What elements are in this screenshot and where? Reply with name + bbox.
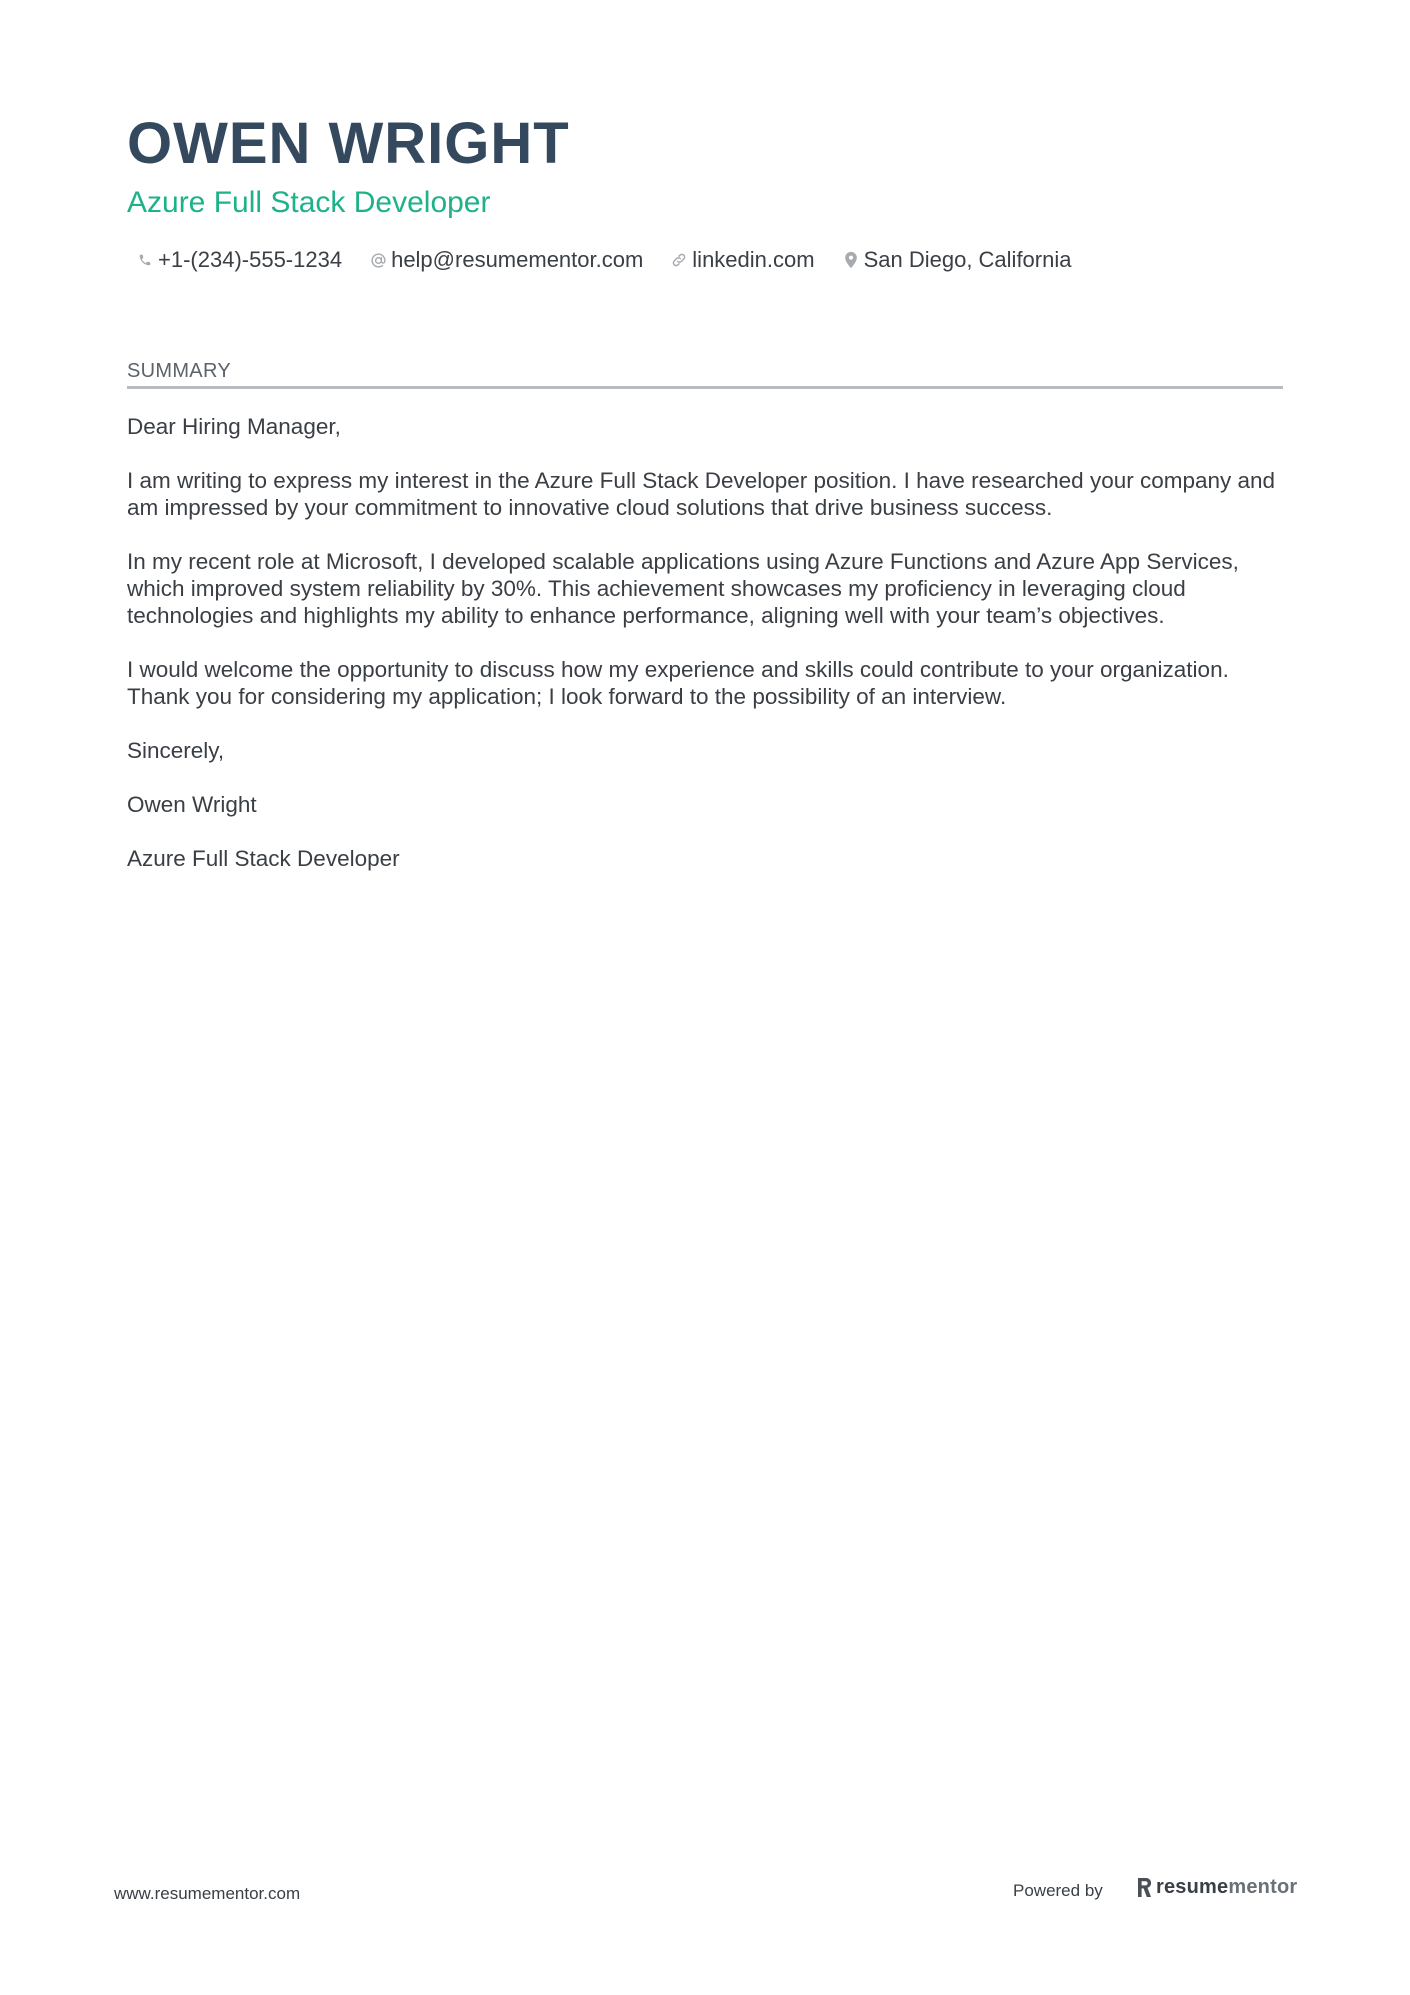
phone-icon — [136, 251, 154, 269]
resumementor-logo[interactable] — [1136, 1876, 1297, 1899]
letter-signature-name: Owen Wright — [127, 792, 257, 817]
letter-paragraph: In my recent role at Microsoft, I developed scalable applications using Azure Functions and Azure App Services, which improved system reliability by 30%. This achievement showcases my proficiency in leveraging cloud technologies and highlights my ability to enhance performance, aligning well with your team’s objectives. — [127, 549, 1239, 628]
location-pin-icon — [842, 251, 860, 269]
letter-paragraph: I am writing to express my interest in the Azure Full Stack Developer position. I have researched your company and am impressed by your commitment to innovative cloud solutions that drive business success. — [127, 468, 1276, 520]
footer-website-link[interactable]: www.resumementor.com — [114, 1884, 301, 1903]
brand-light-text: mentor — [1228, 1876, 1298, 1898]
candidate-role: Azure Full Stack Developer — [127, 186, 491, 219]
contact-phone[interactable] — [136, 247, 342, 273]
brand-bold-text: resume — [1156, 1876, 1229, 1898]
footer-powered-by: Powered by — [1013, 1881, 1103, 1900]
summary-section-title: SUMMARY — [127, 357, 1283, 389]
contact-email[interactable] — [369, 247, 643, 273]
letter-greeting: Dear Hiring Manager, — [127, 414, 341, 439]
contact-linkedin[interactable] — [670, 247, 814, 273]
link-icon — [670, 251, 688, 269]
letter-signature-role: Azure Full Stack Developer — [127, 846, 400, 871]
contact-location — [842, 247, 1072, 273]
contact-row — [136, 243, 1098, 277]
resumementor-wordmark — [1156, 1876, 1297, 1899]
letter-closing: Sincerely, — [127, 738, 225, 763]
candidate-name: OWEN WRIGHT — [127, 111, 570, 176]
resumementor-logo-icon — [1136, 1877, 1153, 1898]
contact-linkedin-text: linkedin.com — [692, 247, 815, 272]
contact-location-text: San Diego, California — [863, 247, 1072, 272]
letter-paragraph: I would welcome the opportunity to discuss how my experience and skills could contribute to your organization. Thank you for considering my application; I look forward to the possibility of an interview. — [127, 657, 1229, 709]
letter-body — [127, 413, 1297, 899]
contact-email-text: help@resumementor.com — [391, 247, 644, 272]
at-icon — [369, 251, 387, 269]
contact-phone-text: +1-(234)-555-1234 — [158, 247, 343, 272]
